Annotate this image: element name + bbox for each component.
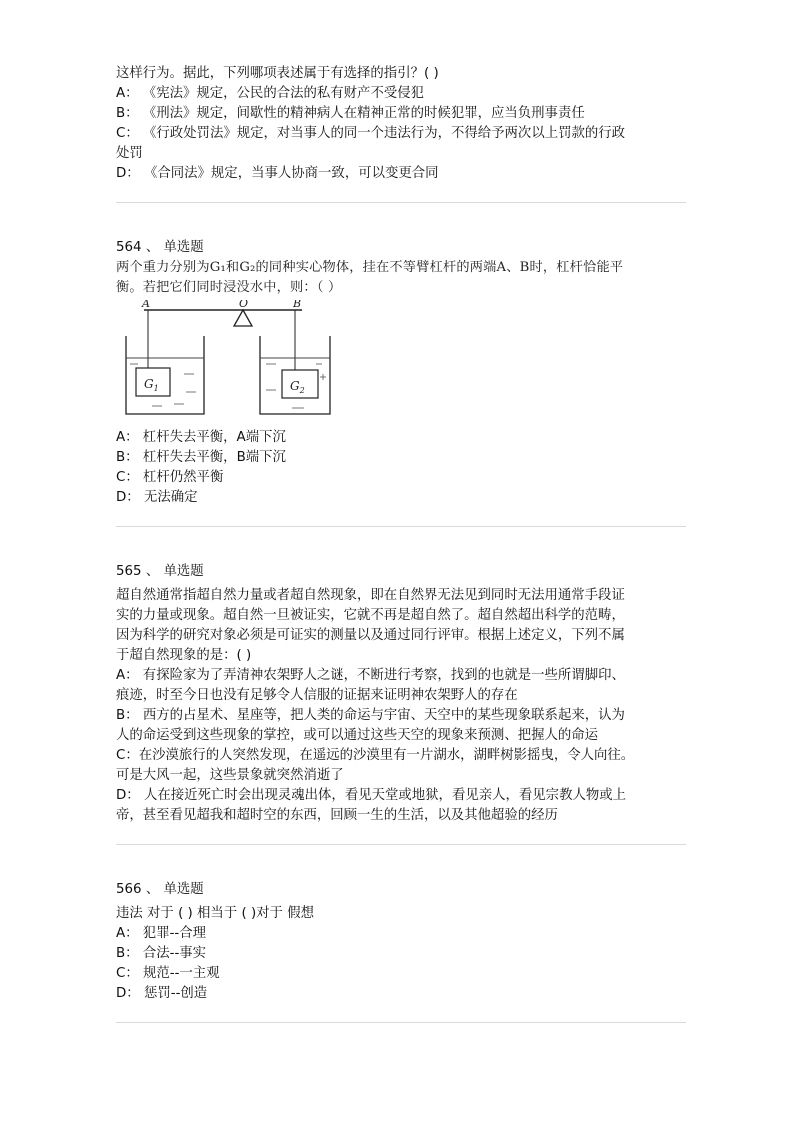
label-b: B <box>293 300 302 310</box>
label-a: A <box>142 300 150 310</box>
label-g1: $G_1$ <box>144 377 159 393</box>
option-c: C：在沙漠旅行的人突然发现，在遥远的沙漠里有一片湖水，湖畔树影摇曳，令人向往。 <box>116 748 635 763</box>
lever-figure <box>116 300 336 428</box>
document-page <box>116 64 686 1023</box>
question-stem-line-1: 超自然通常指超自然力量或者超自然现象，即在自然界无法见到同时无法用通常手段证 <box>116 588 625 603</box>
fulcrum-triangle <box>234 310 252 326</box>
option-b: B： 合法--事实 <box>116 946 207 961</box>
option-b: B： 西方的占星术、星座等，把人类的命运与宇宙、天空中的某些现象联系起来，认为 <box>116 708 625 723</box>
option-c-continued: 处罚 <box>116 146 143 161</box>
option-b: B： 杠杆失去平衡，B端下沉 <box>116 450 286 465</box>
question-563 <box>116 64 686 184</box>
option-d: D： 无法确定 <box>116 490 198 505</box>
option-a: A： 有探险家为了弄清神农架野人之谜，不断进行考察，找到的也就是一些所谓脚印、 <box>116 668 625 683</box>
option-b: B： 《刑法》规定，间歇性的精神病人在精神正常的时候犯罪，应当负刑事责任 <box>116 106 585 121</box>
option-d-continued: 帝，甚至看见超我和超时空的东西，回顾一生的生活，以及其他超验的经历 <box>116 808 558 823</box>
question-stem-line-2: 衡。若把它们同时浸没水中，则：（ ） <box>116 280 342 295</box>
option-d: D： 惩罚--创造 <box>116 986 208 1001</box>
question-564 <box>116 238 686 508</box>
question-stem: 这样行为。据此，下列哪项表述属于有选择的指引？( ) <box>116 66 439 81</box>
option-d: D： 人在接近死亡时会出现灵魂出体，看见天堂或地狱，看见亲人，看见宗教人物或上 <box>116 788 627 803</box>
question-stem-line-1: 两个重力分别为G₁和G₂的同种实心物体，挂在不等臂杠杆的两端A、B时，杠杆恰能平 <box>116 260 624 275</box>
option-c-continued: 可是大风一起，这些景象就突然消逝了 <box>116 768 344 783</box>
divider <box>116 1022 686 1023</box>
question-header: 565 、 单选题 <box>116 564 204 579</box>
question-stem-line-3: 因为科学的研究对象必须是可证实的测量以及通过同行评审。根据上述定义，下列不属 <box>116 628 625 643</box>
question-566 <box>116 880 686 1004</box>
option-d: D： 《合同法》规定，当事人协商一致，可以变更合同 <box>116 166 439 181</box>
label-o: O <box>239 300 249 310</box>
question-header: 566 、 单选题 <box>116 882 204 897</box>
option-a-continued: 痕迹，时至今日也没有足够令人信服的证据来证明神农架野人的存在 <box>116 688 518 703</box>
option-b-continued: 人的命运受到这些现象的掌控，或可以通过这些天空的现象来预测、把握人的命运 <box>116 728 599 743</box>
option-a: A： 犯罪--合理 <box>116 926 207 941</box>
option-a: A： 杠杆失去平衡，A端下沉 <box>116 430 286 445</box>
question-stem-line-4: 于超自然现象的是：( ) <box>116 648 252 663</box>
question-stem: 违法 对于 ( ) 相当于 ( )对于 假想 <box>116 906 314 921</box>
question-stem-line-2: 实的力量或现象。超自然一旦被证实，它就不再是超自然了。超自然超出科学的范畴， <box>116 608 625 623</box>
option-c: C： 规范--一主观 <box>116 966 220 981</box>
option-c: C： 杠杆仍然平衡 <box>116 470 224 485</box>
option-c: C： 《行政处罚法》规定，对当事人的同一个违法行为，不得给予两次以上罚款的行政 <box>116 126 626 141</box>
option-a: A： 《宪法》规定，公民的合法的私有财产不受侵犯 <box>116 86 425 101</box>
question-565 <box>116 562 686 826</box>
label-g2: $G_2$ <box>290 379 305 395</box>
question-header: 564 、 单选题 <box>116 240 204 255</box>
